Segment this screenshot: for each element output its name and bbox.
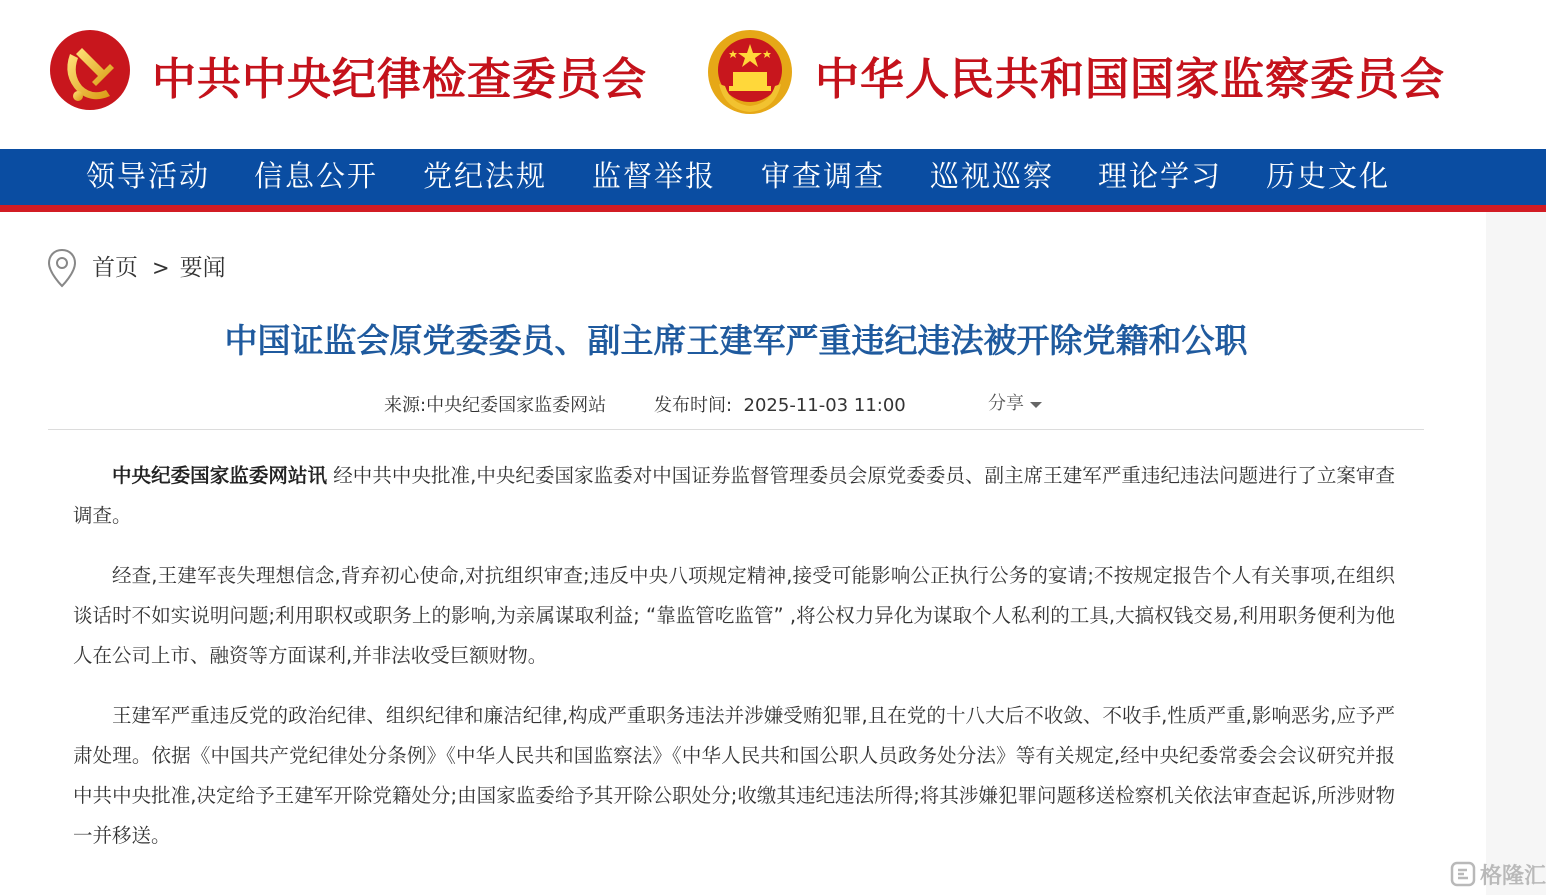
time-label: 发布时间: xyxy=(654,395,733,416)
watermark-text: 格隆汇 xyxy=(1480,863,1546,889)
nav-item-regulations[interactable]: 党纪法规 xyxy=(423,159,548,193)
nav-item-investigation[interactable]: 审查调查 xyxy=(761,159,886,193)
location-pin-icon xyxy=(46,248,78,288)
nav-item-inspection[interactable]: 巡视巡察 xyxy=(930,159,1055,193)
paragraph-1-text: 经中共中央批准,中央纪委国家监委对中国证券监督管理委员会原党委委员、副主席王建军严重违纪违法问题进行了立案审查调查。 xyxy=(73,464,1395,527)
nsc-title: 中华人民共和国国家监察委员会 xyxy=(815,54,1445,105)
nav-item-history[interactable]: 历史文化 xyxy=(1266,159,1391,193)
nav-item-disclosure[interactable]: 信息公开 xyxy=(254,159,379,193)
watermark-logo-icon xyxy=(1450,861,1476,887)
breadcrumb xyxy=(46,248,226,288)
source-label: 来源: xyxy=(384,395,427,416)
paragraph-1 xyxy=(73,456,1395,536)
article-title: 中国证监会原党委委员、副主席王建军严重违纪违法被开除党籍和公职 xyxy=(224,321,1248,360)
nav-item-leadership[interactable]: 领导活动 xyxy=(86,159,211,193)
breadcrumb-home[interactable]: 首页 xyxy=(92,255,138,281)
nav-underline xyxy=(0,205,1546,212)
national-emblem-icon xyxy=(705,26,795,118)
article-time xyxy=(654,392,906,420)
paragraph-2: 经查,王建军丧失理想信念,背弃初心使命,对抗组织审查;违反中央八项规定精神,接受可能影响公正执行公务的宴请;不按规定报告个人有关事项,在组织谈话时不如实说明问题;利用职权或职务上的影响,为亲属谋取利益; “靠监管吃监管” ,将公权力异化为谋取个人私利的工具,大搞权钱交易,利用职务便利为他人在公司上市、融资等方面谋利,并非法收受巨额财物。 xyxy=(73,564,1395,667)
main-nav xyxy=(0,149,1546,205)
source-value: 中央纪委国家监委网站 xyxy=(426,395,607,416)
caret-down-icon xyxy=(1030,402,1042,408)
share-label: 分享 xyxy=(988,393,1024,414)
time-value: 2025-11-03 11:00 xyxy=(743,395,906,416)
article-body xyxy=(73,456,1395,876)
share-button[interactable] xyxy=(988,390,1042,418)
cpc-ccdi-title: 中共中央纪律检查委员会 xyxy=(152,54,647,105)
nav-item-report[interactable]: 监督举报 xyxy=(592,159,717,193)
right-rail xyxy=(1486,212,1546,895)
watermark xyxy=(1450,860,1546,888)
breadcrumb-separator: > xyxy=(152,256,170,280)
dateline: 中央纪委国家监委网站讯 xyxy=(112,464,328,487)
article-source xyxy=(384,392,606,420)
breadcrumb-current[interactable]: 要闻 xyxy=(179,255,226,281)
masthead xyxy=(0,0,1546,149)
paragraph-3: 王建军严重违反党的政治纪律、组织纪律和廉洁纪律,构成严重职务违法并涉嫌受贿犯罪,且在党的十八大后不收敛、不收手,性质严重,影响恶劣,应予严肃处理。依据《中国共产党纪律处分条例》《中华人民共和国监察法》《中华人民共和国公职人员政务处分法》等有关规定,经中央纪委常委会会议研究并报中共中央批准,决定给予王建军开除党籍处分;由国家监委给予其开除公职处分;收缴其违纪违法所得;将其涉嫌犯罪问题移送检察机关依法审查起诉,所涉财物一并移送。 xyxy=(73,704,1395,847)
meta-divider xyxy=(48,429,1424,430)
party-emblem-icon xyxy=(48,26,132,114)
nav-item-theory[interactable]: 理论学习 xyxy=(1098,159,1223,193)
